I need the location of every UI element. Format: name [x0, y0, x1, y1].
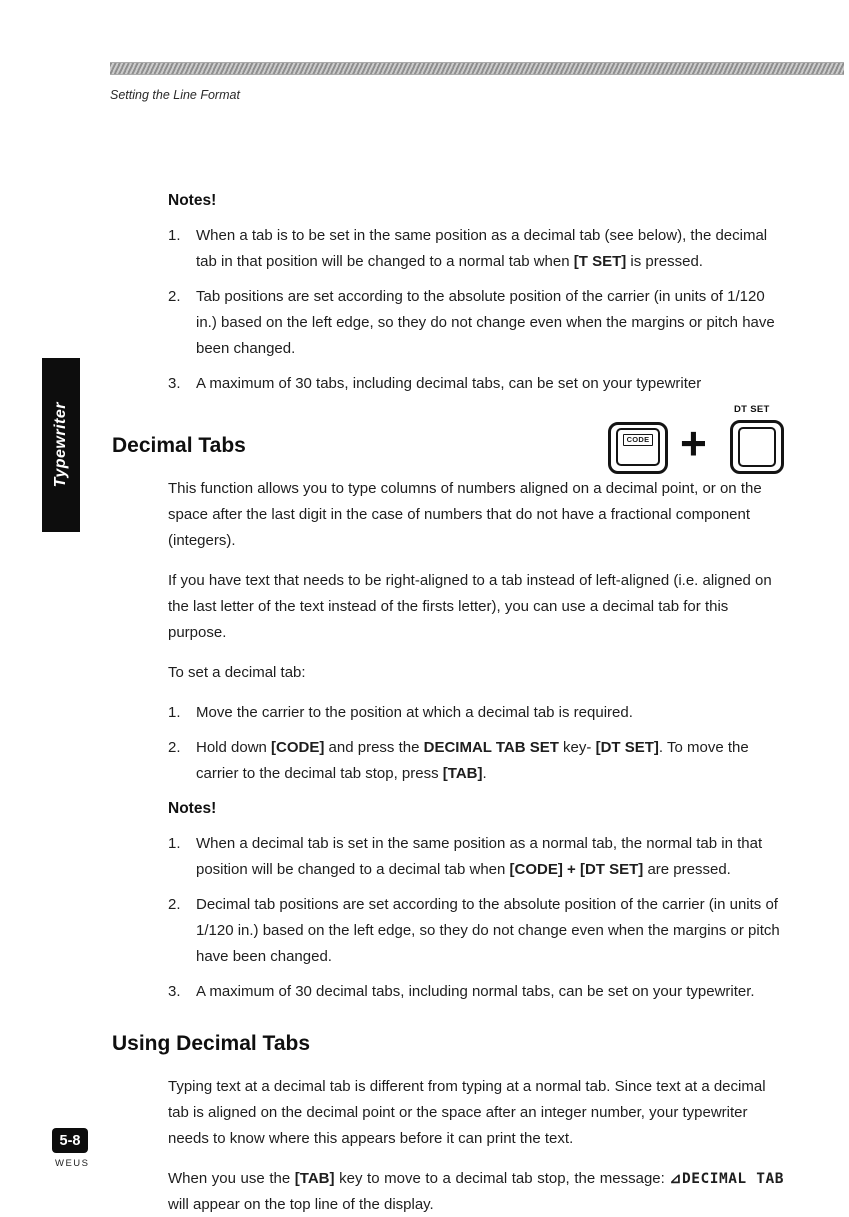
list-item-text — [196, 284, 784, 362]
text-run: is pressed. — [626, 253, 703, 270]
lcd-display-text: ⊿DECIMAL TAB — [669, 1171, 784, 1187]
list-item — [168, 223, 784, 275]
list-item-text — [196, 700, 784, 726]
text-run: key to move to a decimal tab stop, the message: — [334, 1170, 670, 1187]
notes-heading: Notes! — [168, 192, 217, 209]
list-item-text — [196, 979, 784, 1005]
list-item — [168, 371, 784, 397]
text-run: If you have text that needs to be right-aligned to a tab instead of left-aligned (i.e. aligned on the last letter of the text instead of the firsts letter), you can use a decimal tab for this purpose. — [168, 572, 772, 641]
list-item-number: 2. — [168, 288, 181, 305]
bold-key-name: [T SET] — [573, 253, 627, 270]
list-item-number: 2. — [168, 739, 181, 756]
code-key-text: CODE — [623, 434, 654, 446]
text-run: When a decimal tab is set in the same position as a normal tab, the normal tab in that position will be changed to a decimal tab when — [196, 835, 763, 878]
text-run: When a tab is to be set in the same position as a decimal tab (see below), the decimal tab in that position will be changed to a normal tab when — [196, 227, 768, 270]
list-item-number: 1. — [168, 835, 181, 852]
section-heading-decimal-tabs: Decimal Tabs — [112, 434, 246, 457]
dt-set-key-label: DT SET — [734, 404, 770, 415]
text-run: are pressed. — [643, 861, 731, 878]
decimal-tab-steps-list — [168, 700, 784, 787]
notes-list-top — [168, 223, 784, 397]
paragraph — [168, 1074, 784, 1152]
section-heading-using-decimal-tabs: Using Decimal Tabs — [112, 1032, 311, 1055]
list-item — [168, 892, 784, 970]
notes-heading-2: Notes! — [168, 800, 217, 817]
sidebar-tab-typewriter — [42, 358, 80, 532]
text-run: Tab positions are set according to the absolute position of the carrier (in units of 1/120 in.) based on the left edge, so they do not change even when the margins or pitch have been changed. — [196, 288, 775, 357]
bold-key-name: [CODE] — [271, 739, 325, 756]
page-content — [112, 188, 784, 1217]
running-header: Setting the Line Format — [110, 88, 240, 102]
paragraph-display-message — [168, 1166, 784, 1217]
list-item-text — [196, 831, 784, 883]
text-run: . — [482, 765, 487, 782]
notes-list-decimal — [168, 831, 784, 1005]
list-item-number: 1. — [168, 227, 181, 244]
bold-key-name: [TAB] — [442, 765, 483, 782]
text-run: A maximum of 30 tabs, including decimal tabs, can be set on your typewriter — [196, 375, 702, 392]
list-item-text — [196, 223, 784, 275]
list-item — [168, 700, 784, 726]
bold-key-name: [DT SET] — [595, 739, 659, 756]
text-run: Hold down — [196, 739, 272, 756]
list-item-text — [196, 371, 784, 397]
text-run: Move the carrier to the position at which a decimal tab is required. — [196, 704, 633, 721]
list-item-number: 3. — [168, 983, 181, 1000]
list-item-number: 2. — [168, 896, 181, 913]
list-item-text — [196, 892, 784, 970]
bold-key-name: DECIMAL TAB SET — [423, 739, 559, 756]
paragraph — [168, 568, 784, 646]
list-item — [168, 735, 784, 787]
list-item-text — [196, 735, 784, 787]
text-run: will appear on the top line of the display. — [168, 1196, 434, 1213]
bold-key-name: [CODE] + [DT SET] — [509, 861, 644, 878]
text-run: key- — [558, 739, 596, 756]
text-run: Typing text at a decimal tab is different from typing at a normal tab. Since text at a decimal tab is aligned on the decimal point or the space after an integer number, your typewriter needs to know where this appears before it can print the text. — [168, 1078, 766, 1147]
list-item — [168, 284, 784, 362]
steps-intro: To set a decimal tab: — [168, 664, 306, 681]
bold-key-name: [TAB] — [294, 1170, 335, 1187]
sidebar-tab-label: Typewriter — [52, 402, 69, 488]
text-run: . To move the carrier to the decimal tab stop, press — [196, 739, 749, 782]
paragraph — [168, 476, 784, 554]
plus-sign: + — [680, 417, 707, 469]
text-run: Decimal tab positions are set according to the absolute position of the carrier (in units of 1/120 in.) based on the left edge, so they do not change even when the margins or pitch have been changed. — [196, 896, 780, 965]
text-run: A maximum of 30 decimal tabs, including normal tabs, can be set on your typewriter. — [196, 983, 755, 1000]
page-number-badge: 5-8 — [52, 1128, 88, 1153]
text-run: and press the — [324, 739, 424, 756]
list-item-number: 1. — [168, 704, 181, 721]
list-item-number: 3. — [168, 375, 181, 392]
list-item — [168, 979, 784, 1005]
list-item — [168, 831, 784, 883]
footer-code: WEUS — [55, 1158, 90, 1169]
text-run: When you use the — [168, 1170, 295, 1187]
text-run: This function allows you to type columns of numbers aligned on a decimal point, or on the space after the last digit in the case of numbers that do not have a fractional component (integers). — [168, 480, 762, 549]
decorative-hatch-bar — [110, 62, 844, 75]
